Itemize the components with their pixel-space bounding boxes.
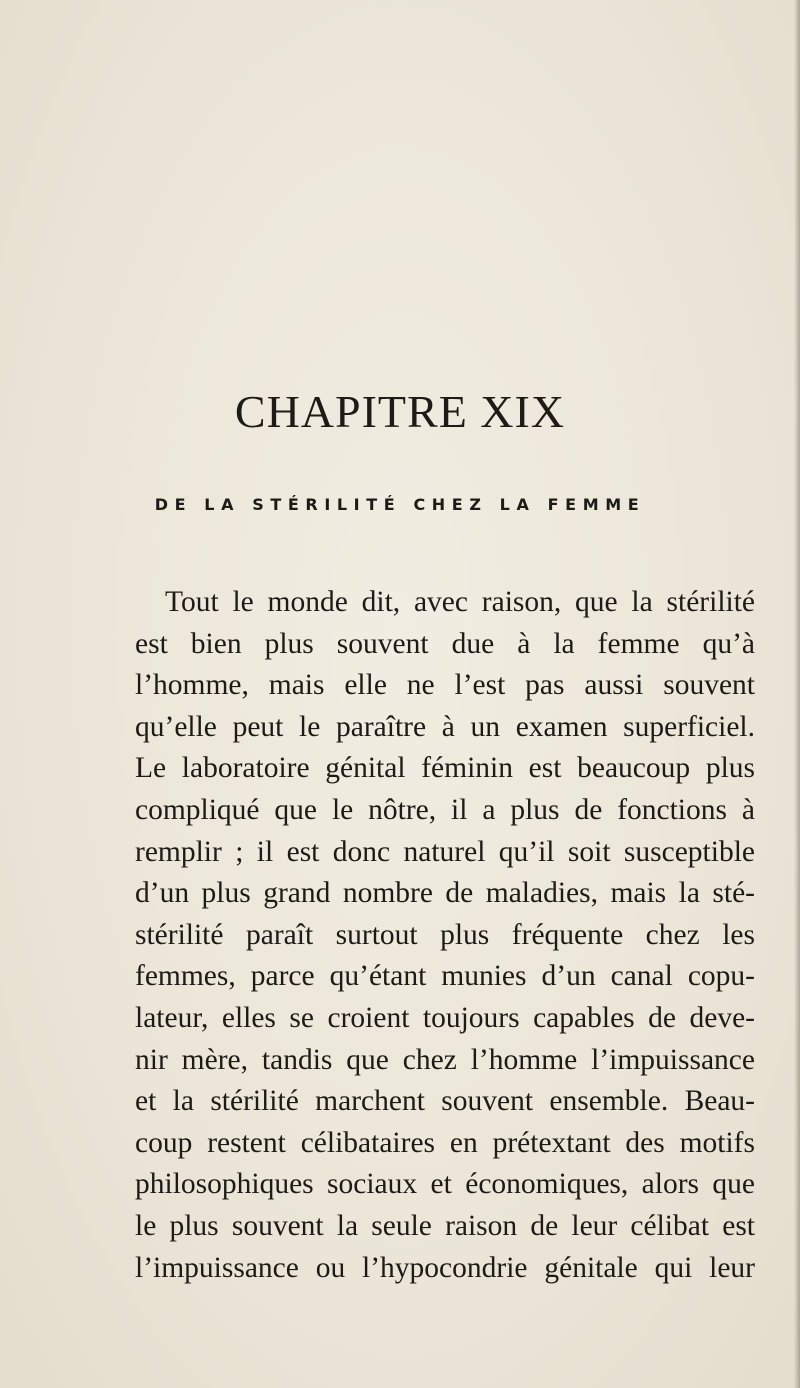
text-line: le plus souvent la seule raison de leur célibat est [135,1209,755,1242]
text-line: nir mère, tandis que chez l’homme l’impuissance [135,1043,755,1076]
text-line: compliqué que le nôtre, il a plus de fonctions à [135,793,755,826]
text-line: remplir ; il est donc naturel qu’il soit susceptible [135,835,755,868]
chapter-title: CHAPITRE XIX [234,386,566,437]
text-line: stérilité paraît surtout plus fréquente chez les [135,918,755,951]
text-line: Tout le monde dit, avec raison, que la stérilité [165,586,755,618]
text-line: d’un plus grand nombre de maladies, mais la sté- [135,877,755,910]
text-line: l’impuissance ou l’hypocondrie génitale qui leur [135,1251,755,1284]
chapter-subtitle: DE LA STÉRILITÉ CHEZ LA FEMME [154,495,646,514]
text-line: philosophiques sociaux et économiques, alors que [135,1168,755,1201]
text-line: l’homme, mais elle ne l’est pas aussi souvent [135,669,755,702]
text-line: lateur, elles se croient toujours capables de deve- [135,1001,755,1034]
page-edge-shadow [794,0,800,1388]
text-line: qu’elle peut le paraître à un examen superficiel. [135,710,755,743]
text-line: coup restent célibataires en prétextant des motifs [135,1126,755,1159]
text-line: est bien plus souvent due à la femme qu’à [135,627,755,660]
text-line: et la stérilité marchent souvent ensemble. Beau- [135,1085,755,1118]
text-line: femmes, parce qu’étant munies d’un canal copu- [135,960,755,993]
text-line: Le laboratoire génital féminin est beaucoup plus [135,752,755,785]
body-paragraph [135,582,755,1289]
